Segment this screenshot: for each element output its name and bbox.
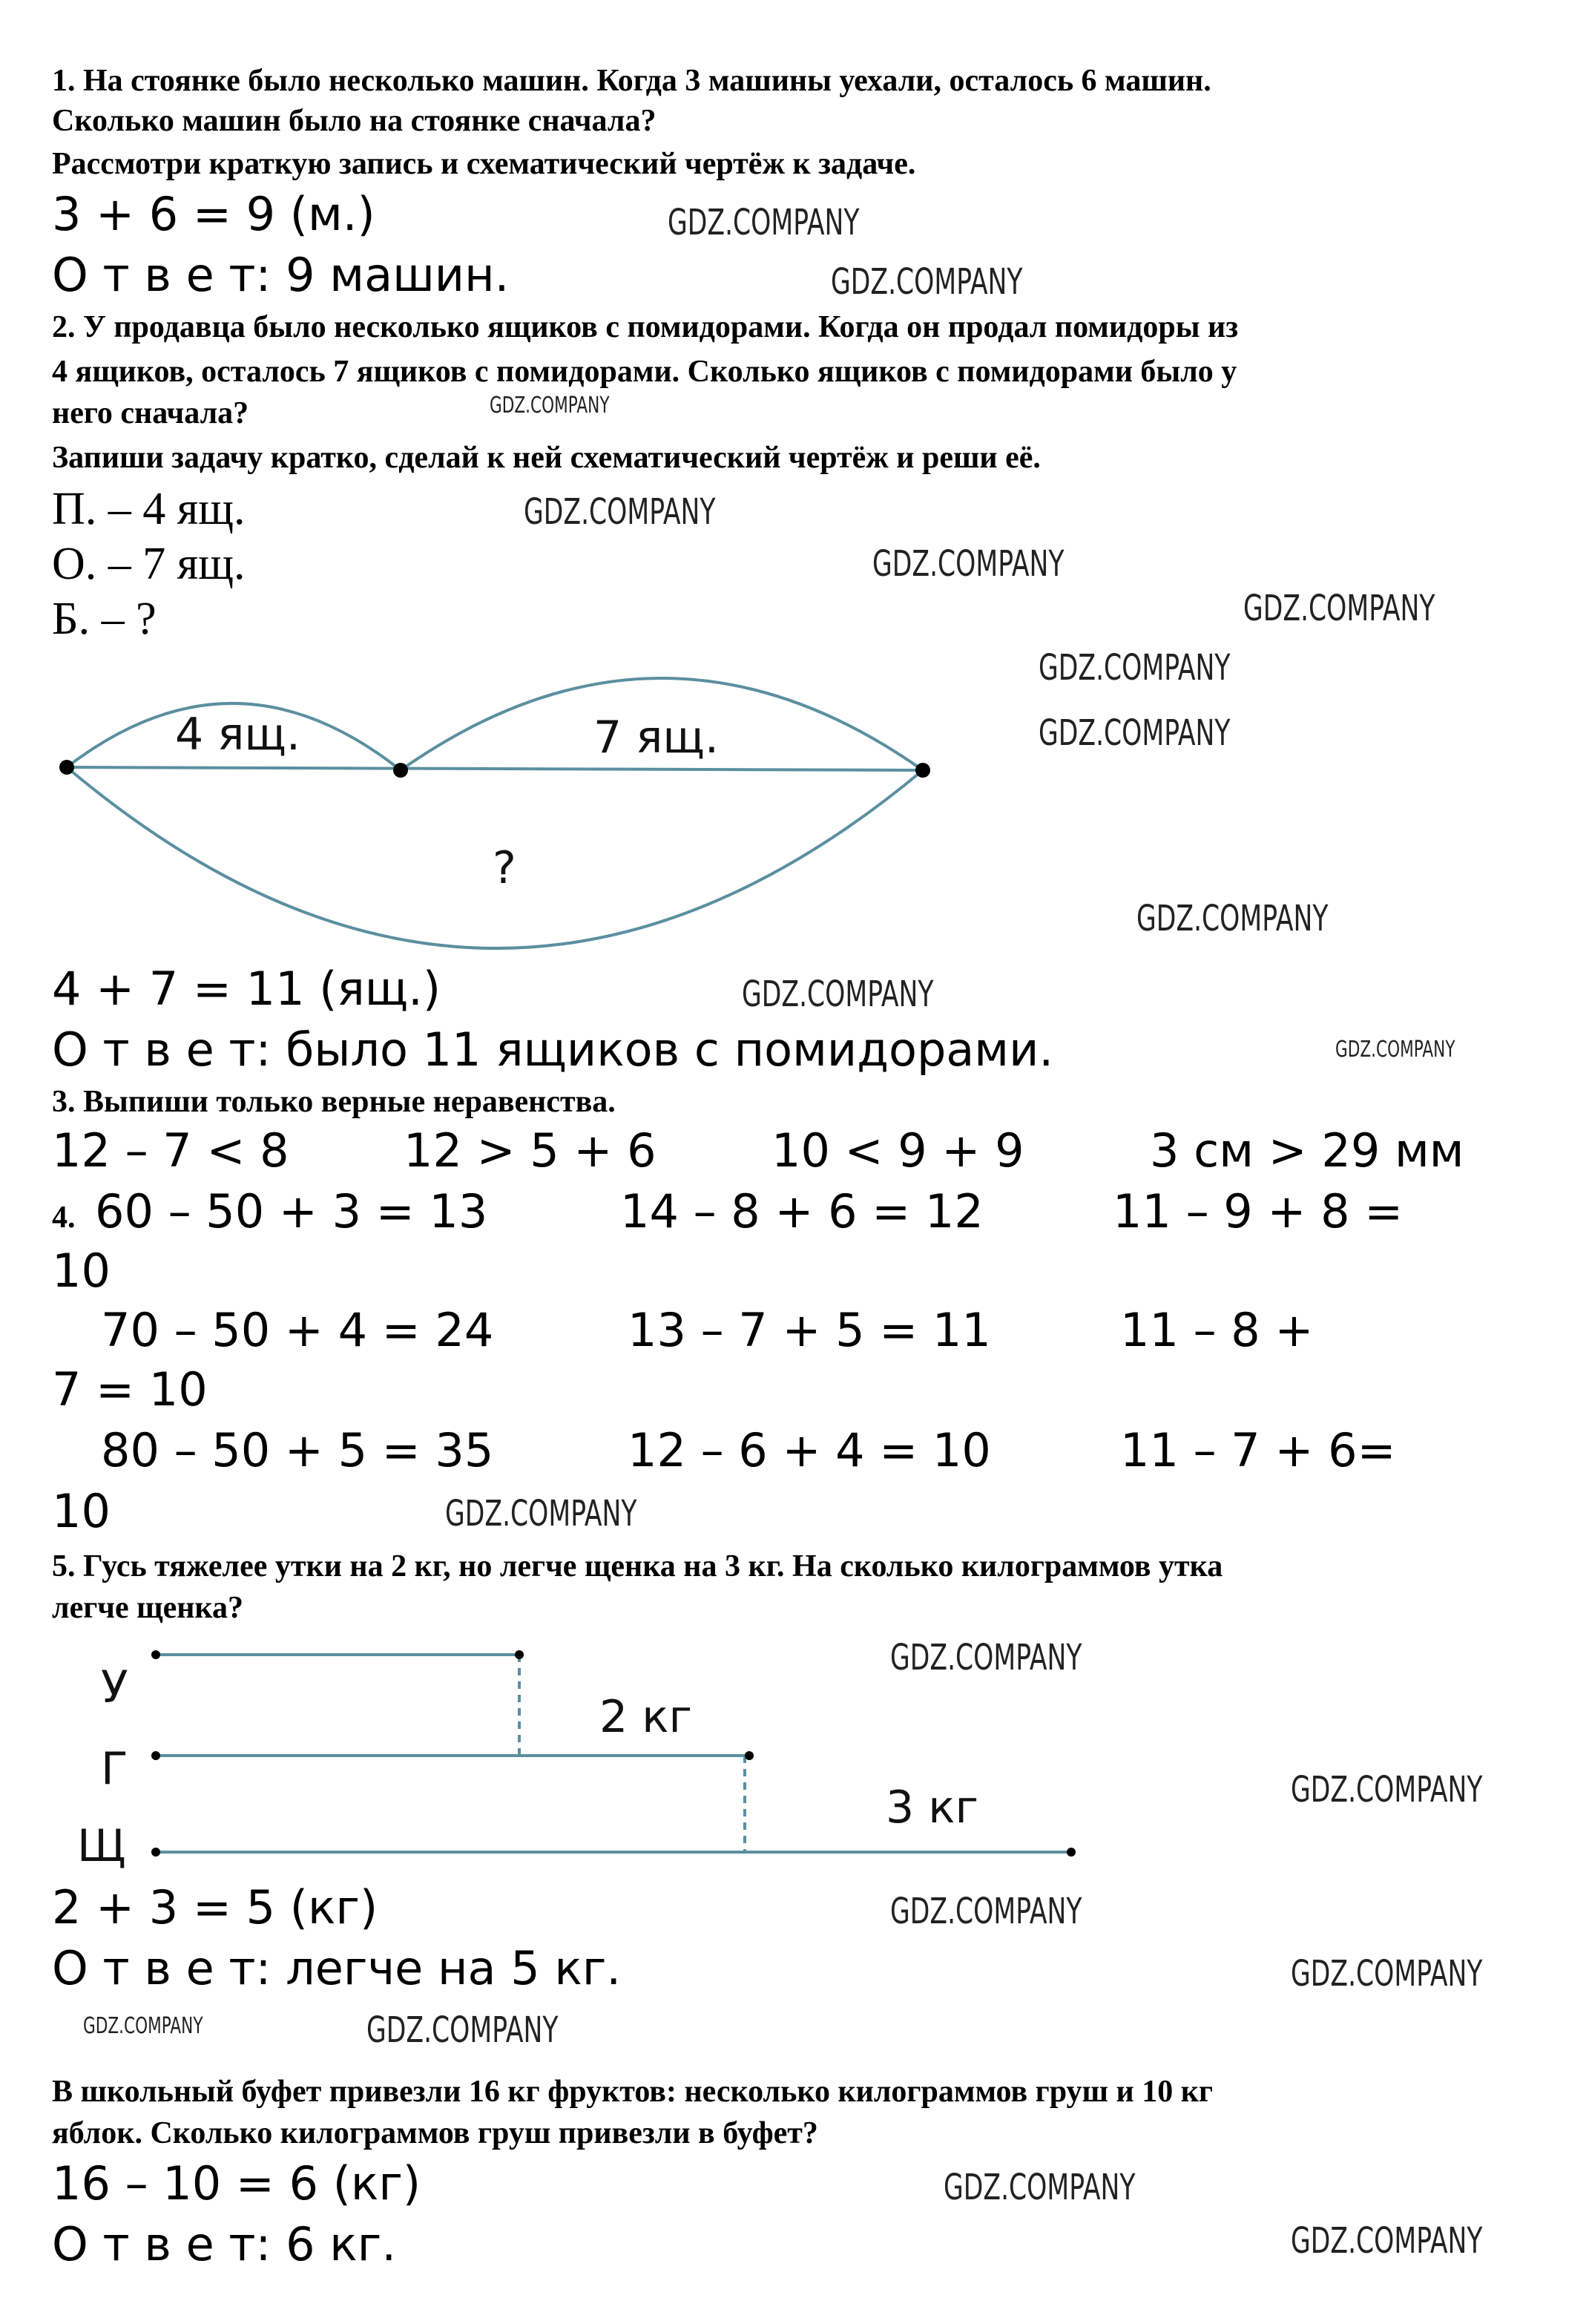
- task2-question: него сначала?: [52, 395, 249, 430]
- label-puppy: Щ: [77, 1821, 126, 1873]
- segment-line: [67, 767, 923, 770]
- task2-instruction: Запиши задачу кратко, сделай к ней схематический чертёж и реши её.: [52, 439, 1041, 475]
- watermark: GDZ.COMPANY: [1291, 1953, 1483, 1995]
- task6-answer: О т в е т: 6 кг.: [52, 2219, 397, 2272]
- label-goose: Г: [101, 1744, 128, 1796]
- watermark: GDZ.COMPANY: [524, 491, 716, 533]
- inequality: 12 > 5 + 6: [404, 1125, 657, 1178]
- task5-question: легче щенка?: [52, 1589, 243, 1625]
- watermark: GDZ.COMPANY: [1335, 1036, 1455, 1063]
- expression-wrap: 10: [52, 1245, 111, 1299]
- expression: 11 – 7 + 6=: [1120, 1425, 1396, 1478]
- task1-instruction: Рассмотри краткую запись и схематический чертёж к задаче.: [52, 145, 916, 181]
- watermark: GDZ.COMPANY: [366, 2009, 559, 2051]
- watermark: GDZ.COMPANY: [1243, 588, 1435, 629]
- expression: 14 – 8 + 6 = 12: [620, 1186, 984, 1239]
- watermark: GDZ.COMPANY: [831, 261, 1023, 303]
- task2-text-2: 4 ящиков, осталось 7 ящиков с помидорами. Сколько ящиков с помидорами было у: [52, 353, 1237, 389]
- expression: 12 – 6 + 4 = 10: [628, 1425, 991, 1478]
- task2-short-sold: П. – 4 ящ.: [52, 482, 246, 534]
- watermark: GDZ.COMPANY: [890, 1637, 1082, 1678]
- label-2kg: 2 кг: [599, 1692, 693, 1744]
- watermark: GDZ.COMPANY: [668, 202, 860, 243]
- task3-heading: 3. Выпиши только верные неравенства.: [52, 1083, 616, 1119]
- watermark: GDZ.COMPANY: [83, 2012, 203, 2039]
- watermark: GDZ.COMPANY: [490, 392, 610, 418]
- expression-wrap: 10: [52, 1486, 111, 1539]
- task6-question: яблок. Сколько килограммов груш привезли в буфет?: [52, 2115, 818, 2150]
- point: [915, 763, 930, 778]
- watermark: GDZ.COMPANY: [1039, 647, 1231, 689]
- task1-solution: 3 + 6 = 9 (м.): [52, 188, 375, 242]
- task5-solution: 2 + 3 = 5 (кг): [52, 1882, 378, 1935]
- task2-short-was: Б. – ?: [52, 592, 157, 644]
- task4-number: 4.: [52, 1199, 76, 1235]
- watermark: GDZ.COMPANY: [1039, 712, 1231, 754]
- expression: 11 – 8 +: [1120, 1304, 1314, 1358]
- label-4-boxes: 4 ящ.: [175, 709, 300, 761]
- watermark: GDZ.COMPANY: [1291, 2220, 1483, 2262]
- expression: 13 – 7 + 5 = 11: [628, 1304, 991, 1358]
- expression: 60 – 50 + 3 = 13: [95, 1186, 488, 1239]
- point: [59, 760, 74, 775]
- label-duck: У: [101, 1662, 128, 1714]
- task6-text: В школьный буфет привезли 16 кг фруктов: несколько килограммов груш и 10 кг: [52, 2073, 1213, 2109]
- watermark: GDZ.COMPANY: [742, 974, 934, 1015]
- inequality: 10 < 9 + 9: [771, 1125, 1024, 1178]
- expression: 11 – 9 + 8 =: [1113, 1186, 1404, 1239]
- watermark: GDZ.COMPANY: [445, 1493, 637, 1534]
- label-7-boxes: 7 ящ.: [593, 712, 719, 764]
- task1-text: 1. На стоянке было несколько машин. Когда 3 машины уехали, осталось 6 машин.: [52, 62, 1211, 98]
- inequality: 3 см > 29 мм: [1150, 1125, 1464, 1178]
- label-3kg: 3 кг: [886, 1782, 979, 1834]
- watermark: GDZ.COMPANY: [1291, 1769, 1483, 1811]
- watermark: GDZ.COMPANY: [1136, 898, 1329, 939]
- watermark: GDZ.COMPANY: [944, 2167, 1136, 2208]
- inequality: 12 – 7 < 8: [52, 1125, 289, 1178]
- task2-text: 2. У продавца было несколько ящиков с помидорами. Когда он продал помидоры из: [52, 309, 1239, 344]
- expression: 70 – 50 + 4 = 24: [101, 1304, 494, 1358]
- expression-wrap: 7 = 10: [52, 1364, 208, 1417]
- task1-question: Сколько машин было на стоянке сначала?: [52, 102, 657, 138]
- task1-answer: О т в е т: 9 машин.: [52, 249, 510, 303]
- task6-solution: 16 – 10 = 6 (кг): [52, 2158, 421, 2211]
- expression: 80 – 50 + 5 = 35: [101, 1425, 494, 1478]
- task2-short-left: О. – 7 ящ.: [52, 537, 246, 589]
- task2-solution: 4 + 7 = 11 (ящ.): [52, 963, 441, 1017]
- watermark: GDZ.COMPANY: [872, 543, 1065, 585]
- label-total: ?: [493, 843, 516, 895]
- point: [393, 763, 408, 778]
- task2-answer: О т в е т: было 11 ящиков с помидорами.: [52, 1024, 1054, 1077]
- task5-text: 5. Гусь тяжелее утки на 2 кг, но легче щенка на 3 кг. На сколько килограммов утка: [52, 1548, 1223, 1583]
- watermark: GDZ.COMPANY: [890, 1891, 1082, 1932]
- task5-answer: О т в е т: легче на 5 кг.: [52, 1943, 622, 1996]
